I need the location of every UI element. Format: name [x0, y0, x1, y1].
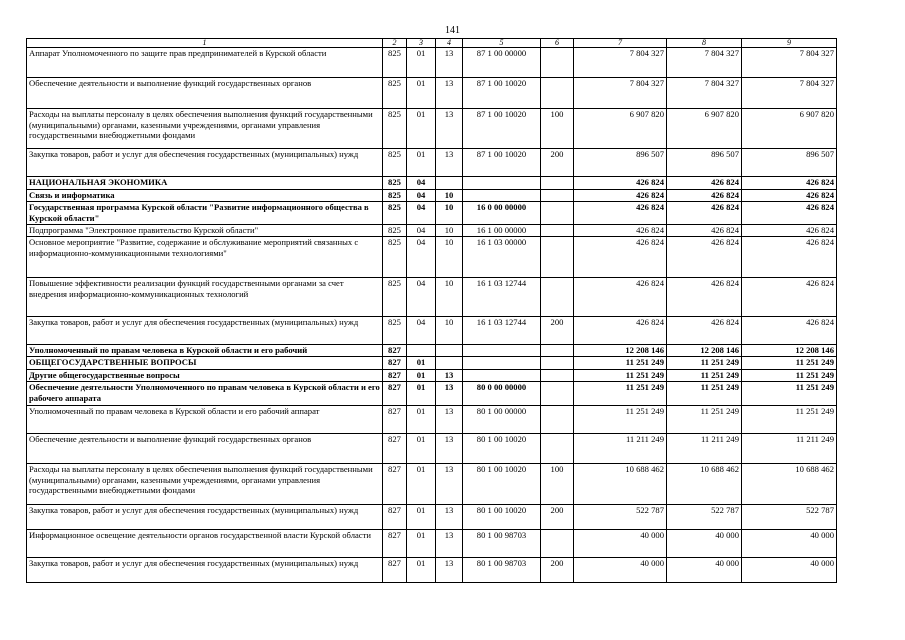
row-target-article: 80 1 00 98703	[463, 530, 541, 558]
row-expense-type	[541, 345, 574, 357]
row-admin-code: 825	[383, 278, 407, 317]
column-header: 7	[574, 39, 667, 48]
row-amount-year3: 426 824	[742, 190, 837, 202]
row-admin-code: 827	[383, 464, 407, 505]
row-subsection: 10	[436, 225, 463, 237]
row-amount-year3: 11 251 249	[742, 370, 837, 382]
row-name: Повышение эффективности реализации функций государственными органами за счет внедрения информационно-коммуникационных технологий	[27, 278, 383, 317]
table-row	[27, 78, 837, 109]
row-amount-year2: 426 824	[667, 278, 742, 317]
row-section: 01	[407, 48, 436, 78]
row-amount-year2: 11 251 249	[667, 370, 742, 382]
row-section: 01	[407, 149, 436, 177]
row-amount-year3: 896 507	[742, 149, 837, 177]
row-name: Связь и информатика	[27, 190, 383, 202]
row-section: 01	[407, 78, 436, 109]
row-target-article: 80 0 00 00000	[463, 382, 541, 406]
row-amount-year2: 7 804 327	[667, 48, 742, 78]
row-section: 01	[407, 109, 436, 149]
row-amount-year1: 7 804 327	[574, 78, 667, 109]
row-expense-type: 200	[541, 317, 574, 345]
row-name: Закупка товаров, работ и услуг для обеспечения государственных (муниципальных) нужд	[27, 317, 383, 345]
row-amount-year3: 426 824	[742, 177, 837, 190]
row-expense-type	[541, 237, 574, 278]
row-expense-type: 200	[541, 149, 574, 177]
table-row	[27, 278, 837, 317]
row-name: Обеспечение деятельности и выполнение функций государственных органов	[27, 78, 383, 109]
row-amount-year3: 12 208 146	[742, 345, 837, 357]
row-expense-type: 100	[541, 464, 574, 505]
row-subsection: 13	[436, 464, 463, 505]
row-amount-year1: 10 688 462	[574, 464, 667, 505]
row-amount-year2: 426 824	[667, 202, 742, 225]
column-header: 6	[541, 39, 574, 48]
row-amount-year2: 40 000	[667, 530, 742, 558]
row-amount-year2: 12 208 146	[667, 345, 742, 357]
row-amount-year3: 522 787	[742, 505, 837, 530]
row-amount-year2: 10 688 462	[667, 464, 742, 505]
row-admin-code: 827	[383, 530, 407, 558]
row-amount-year1: 426 824	[574, 237, 667, 278]
row-amount-year1: 522 787	[574, 505, 667, 530]
row-expense-type	[541, 225, 574, 237]
row-section: 04	[407, 278, 436, 317]
row-admin-code: 827	[383, 370, 407, 382]
row-admin-code: 825	[383, 177, 407, 190]
row-amount-year1: 896 507	[574, 149, 667, 177]
column-header: 2	[383, 39, 407, 48]
row-section: 04	[407, 237, 436, 278]
row-target-article: 16 1 00 00000	[463, 225, 541, 237]
row-name: Уполномоченный по правам человека в Курской области и его рабочий	[27, 345, 383, 357]
table-row	[27, 505, 837, 530]
row-target-article: 80 1 00 00000	[463, 406, 541, 434]
row-section: 04	[407, 177, 436, 190]
row-section: 01	[407, 464, 436, 505]
column-header: 1	[27, 39, 383, 48]
row-amount-year3: 11 251 249	[742, 406, 837, 434]
table-body	[27, 48, 837, 583]
row-expense-type	[541, 530, 574, 558]
row-amount-year1: 6 907 820	[574, 109, 667, 149]
row-admin-code: 825	[383, 317, 407, 345]
row-admin-code: 827	[383, 357, 407, 370]
row-admin-code: 825	[383, 48, 407, 78]
row-expense-type	[541, 202, 574, 225]
row-admin-code: 825	[383, 149, 407, 177]
row-subsection: 13	[436, 78, 463, 109]
row-target-article	[463, 190, 541, 202]
row-name: Обеспечение деятельности Уполномоченного по правам человека в Курской области и его рабочего аппарата	[27, 382, 383, 406]
row-subsection: 13	[436, 149, 463, 177]
row-expense-type	[541, 434, 574, 464]
row-target-article	[463, 345, 541, 357]
row-expense-type	[541, 382, 574, 406]
row-subsection	[436, 177, 463, 190]
row-amount-year3: 7 804 327	[742, 48, 837, 78]
row-amount-year1: 12 208 146	[574, 345, 667, 357]
row-admin-code: 827	[383, 345, 407, 357]
row-subsection	[436, 357, 463, 370]
row-target-article: 80 1 00 10020	[463, 505, 541, 530]
row-subsection: 10	[436, 278, 463, 317]
row-section: 01	[407, 357, 436, 370]
budget-table	[26, 38, 837, 583]
row-section: 01	[407, 370, 436, 382]
column-header: 4	[436, 39, 463, 48]
row-amount-year3: 426 824	[742, 225, 837, 237]
row-admin-code: 825	[383, 190, 407, 202]
row-section: 01	[407, 382, 436, 406]
row-amount-year3: 11 251 249	[742, 357, 837, 370]
table-row	[27, 406, 837, 434]
table-row	[27, 530, 837, 558]
table-row	[27, 464, 837, 505]
row-name: Расходы на выплаты персоналу в целях обеспечения выполнения функций государственными (муниципальными) органами, казенными учреждениями, органами управления государственными внебюджетными фондами	[27, 464, 383, 505]
row-subsection: 10	[436, 190, 463, 202]
row-expense-type	[541, 278, 574, 317]
row-section: 04	[407, 190, 436, 202]
row-subsection: 13	[436, 382, 463, 406]
row-expense-type: 200	[541, 558, 574, 583]
row-admin-code: 827	[383, 505, 407, 530]
row-name: ОБЩЕГОСУДАРСТВЕННЫЕ ВОПРОСЫ	[27, 357, 383, 370]
row-amount-year2: 11 251 249	[667, 382, 742, 406]
row-name: Обеспечение деятельности и выполнение функций государственных органов	[27, 434, 383, 464]
row-expense-type	[541, 48, 574, 78]
row-name: НАЦИОНАЛЬНАЯ ЭКОНОМИКА	[27, 177, 383, 190]
row-amount-year1: 11 251 249	[574, 406, 667, 434]
row-expense-type	[541, 406, 574, 434]
row-amount-year1: 11 211 249	[574, 434, 667, 464]
row-section: 01	[407, 530, 436, 558]
row-target-article: 16 1 03 00000	[463, 237, 541, 278]
column-header: 8	[667, 39, 742, 48]
row-target-article: 80 1 00 98703	[463, 558, 541, 583]
row-expense-type	[541, 177, 574, 190]
table-row	[27, 558, 837, 583]
row-amount-year2: 426 824	[667, 177, 742, 190]
row-name: Закупка товаров, работ и услуг для обеспечения государственных (муниципальных) нужд	[27, 505, 383, 530]
row-name: Закупка товаров, работ и услуг для обеспечения государственных (муниципальных) нужд	[27, 149, 383, 177]
row-amount-year3: 11 251 249	[742, 382, 837, 406]
row-admin-code: 825	[383, 237, 407, 278]
row-name: Государственная программа Курской области "Развитие информационного общества в Курской области"	[27, 202, 383, 225]
row-amount-year2: 11 211 249	[667, 434, 742, 464]
row-amount-year3: 426 824	[742, 202, 837, 225]
row-admin-code: 827	[383, 558, 407, 583]
row-subsection: 13	[436, 505, 463, 530]
row-target-article: 87 1 00 00000	[463, 48, 541, 78]
table-row	[27, 434, 837, 464]
row-subsection: 10	[436, 237, 463, 278]
row-subsection: 13	[436, 434, 463, 464]
table-row	[27, 48, 837, 78]
row-amount-year3: 6 907 820	[742, 109, 837, 149]
table-row	[27, 190, 837, 202]
row-amount-year3: 11 211 249	[742, 434, 837, 464]
row-target-article: 80 1 00 10020	[463, 464, 541, 505]
row-target-article: 16 1 03 12744	[463, 278, 541, 317]
table-row	[27, 357, 837, 370]
row-amount-year2: 6 907 820	[667, 109, 742, 149]
table-row	[27, 149, 837, 177]
row-expense-type: 200	[541, 505, 574, 530]
row-expense-type	[541, 190, 574, 202]
row-admin-code: 825	[383, 78, 407, 109]
page-number: 141	[445, 25, 460, 36]
row-amount-year3: 40 000	[742, 558, 837, 583]
row-subsection: 13	[436, 558, 463, 583]
row-amount-year3: 7 804 327	[742, 78, 837, 109]
row-amount-year2: 11 251 249	[667, 406, 742, 434]
row-admin-code: 827	[383, 406, 407, 434]
table-row	[27, 225, 837, 237]
row-subsection: 13	[436, 48, 463, 78]
row-target-article: 16 1 03 12744	[463, 317, 541, 345]
row-subsection: 13	[436, 530, 463, 558]
column-number-row	[27, 39, 837, 48]
row-amount-year1: 426 824	[574, 190, 667, 202]
row-name: Другие общегосударственные вопросы	[27, 370, 383, 382]
row-target-article	[463, 370, 541, 382]
row-admin-code: 827	[383, 382, 407, 406]
row-section: 01	[407, 558, 436, 583]
row-amount-year3: 10 688 462	[742, 464, 837, 505]
row-amount-year1: 7 804 327	[574, 48, 667, 78]
row-subsection: 13	[436, 109, 463, 149]
row-admin-code: 825	[383, 202, 407, 225]
row-amount-year1: 11 251 249	[574, 357, 667, 370]
row-subsection: 13	[436, 406, 463, 434]
row-admin-code: 825	[383, 225, 407, 237]
table-row	[27, 370, 837, 382]
row-amount-year1: 426 824	[574, 317, 667, 345]
column-header: 3	[407, 39, 436, 48]
row-target-article: 80 1 00 10020	[463, 434, 541, 464]
column-header: 9	[742, 39, 837, 48]
row-section	[407, 345, 436, 357]
row-amount-year1: 11 251 249	[574, 382, 667, 406]
row-target-article	[463, 177, 541, 190]
row-amount-year2: 40 000	[667, 558, 742, 583]
row-name: Расходы на выплаты персоналу в целях обеспечения выполнения функций государственными (муниципальными) органами, казенными учреждениями, органами управления государственными внебюджетными фондами	[27, 109, 383, 149]
row-section: 04	[407, 317, 436, 345]
row-name: Основное мероприятие "Развитие, содержание и обслуживание мероприятий связанных с информационно-коммуникационными технологиями"	[27, 237, 383, 278]
row-amount-year3: 40 000	[742, 530, 837, 558]
row-amount-year1: 40 000	[574, 530, 667, 558]
table-row	[27, 345, 837, 357]
row-amount-year2: 426 824	[667, 190, 742, 202]
table-row	[27, 382, 837, 406]
row-section: 01	[407, 406, 436, 434]
row-admin-code: 827	[383, 434, 407, 464]
row-amount-year2: 7 804 327	[667, 78, 742, 109]
row-amount-year1: 40 000	[574, 558, 667, 583]
table-row	[27, 177, 837, 190]
row-amount-year2: 426 824	[667, 317, 742, 345]
row-target-article	[463, 357, 541, 370]
row-subsection	[436, 345, 463, 357]
row-amount-year2: 11 251 249	[667, 357, 742, 370]
row-target-article: 87 1 00 10020	[463, 78, 541, 109]
row-section: 04	[407, 225, 436, 237]
row-name: Аппарат Уполномоченного по защите прав предпринимателей в Курской области	[27, 48, 383, 78]
row-subsection: 10	[436, 202, 463, 225]
row-amount-year1: 11 251 249	[574, 370, 667, 382]
row-name: Уполномоченный по правам человека в Курской области и его рабочий аппарат	[27, 406, 383, 434]
table-row	[27, 317, 837, 345]
row-subsection: 10	[436, 317, 463, 345]
row-admin-code: 825	[383, 109, 407, 149]
table-row	[27, 109, 837, 149]
row-name: Закупка товаров, работ и услуг для обеспечения государственных (муниципальных) нужд	[27, 558, 383, 583]
row-section: 04	[407, 202, 436, 225]
table-row	[27, 237, 837, 278]
row-subsection: 13	[436, 370, 463, 382]
row-expense-type	[541, 370, 574, 382]
row-amount-year2: 426 824	[667, 237, 742, 278]
table-row	[27, 202, 837, 225]
row-target-article: 16 0 00 00000	[463, 202, 541, 225]
row-expense-type	[541, 78, 574, 109]
row-target-article: 87 1 00 10020	[463, 149, 541, 177]
row-amount-year1: 426 824	[574, 278, 667, 317]
row-amount-year2: 896 507	[667, 149, 742, 177]
row-expense-type	[541, 357, 574, 370]
row-name: Подпрограмма "Электронное правительство Курской области"	[27, 225, 383, 237]
row-amount-year3: 426 824	[742, 278, 837, 317]
row-amount-year1: 426 824	[574, 225, 667, 237]
row-amount-year2: 522 787	[667, 505, 742, 530]
row-amount-year1: 426 824	[574, 202, 667, 225]
row-section: 01	[407, 505, 436, 530]
row-expense-type: 100	[541, 109, 574, 149]
row-amount-year2: 426 824	[667, 225, 742, 237]
row-section: 01	[407, 434, 436, 464]
row-amount-year3: 426 824	[742, 237, 837, 278]
row-amount-year3: 426 824	[742, 317, 837, 345]
row-name: Информационное освещение деятельности органов государственной власти Курской области	[27, 530, 383, 558]
row-target-article: 87 1 00 10020	[463, 109, 541, 149]
row-amount-year1: 426 824	[574, 177, 667, 190]
column-header: 5	[463, 39, 541, 48]
